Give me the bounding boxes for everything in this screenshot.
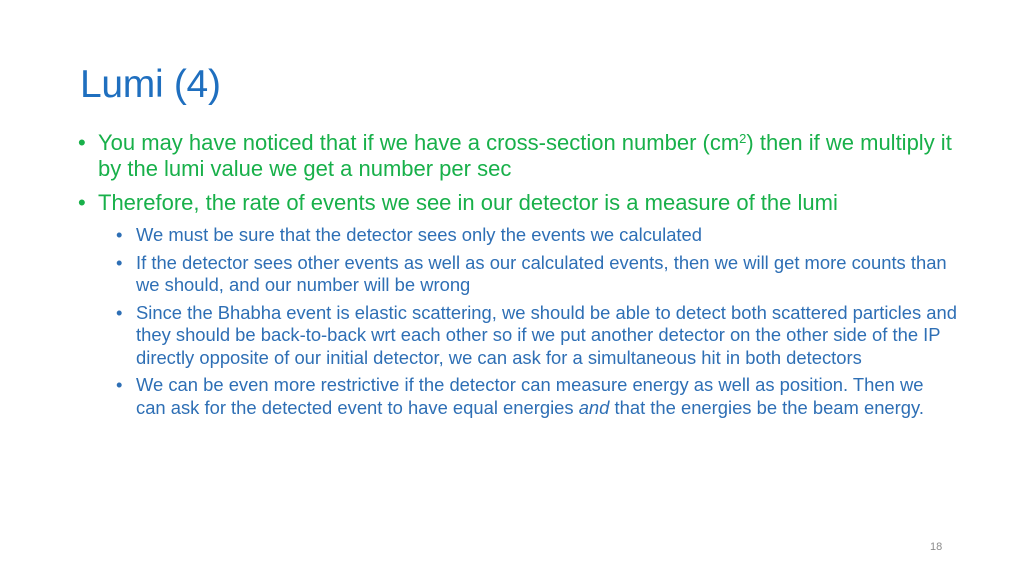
sub-bullet-other-events [116, 252, 958, 297]
slide-title: Lumi (4) [80, 63, 221, 106]
sub-bullet-text: We must be sure that the detector sees only the events we calculated [136, 224, 702, 245]
sub-bullet-detector-sees [116, 224, 958, 247]
sub-bullet-dot: • [116, 301, 123, 323]
sub-bullet-bhabha [116, 302, 958, 370]
sub-bullet-dot: • [116, 251, 123, 273]
sub-bullet-text: Since the Bhabha event is elastic scattering, we should be able to detect both scattered particles and they should be back-to-back wrt each other so if we put another detector on the other side of the IP directly opposite of our initial detector, we can ask for a simultaneous hit in both detectors [136, 301, 957, 368]
sub-bullet-list [78, 224, 958, 419]
bullet-text: Therefore, the rate of events we see in our detector is a measure of the lumi [98, 190, 838, 215]
superscript: 2 [739, 131, 747, 146]
bullet-dot: • [78, 190, 86, 215]
bullet-dot: • [78, 130, 86, 155]
sub-bullet-text-part: that the energies be the beam energy. [609, 396, 924, 418]
bullet-cross-section [78, 130, 958, 182]
slide-content [78, 130, 958, 424]
bullet-rate-of-events [78, 190, 958, 216]
page-number: 18 [930, 541, 943, 553]
bullet-text-part: ) then if we multiply it by the lumi value we get a number per sec [98, 130, 952, 181]
sub-bullet-text-part: We can be even more restrictive if the detector can measure energy as well as position. Then we can ask for the detected event to have equal energies [136, 374, 924, 418]
bullet-text-part: You may have noticed that if we have a cross-section number (cm [98, 130, 740, 155]
sub-bullet-text: If the detector sees other events as well as our calculated events, then we will get more counts than we should, and our number will be wrong [136, 251, 947, 295]
sub-bullet-energy [116, 374, 958, 419]
emphasis-and: and [578, 396, 610, 418]
sub-bullet-dot: • [116, 224, 123, 245]
sub-bullet-dot: • [116, 374, 123, 395]
